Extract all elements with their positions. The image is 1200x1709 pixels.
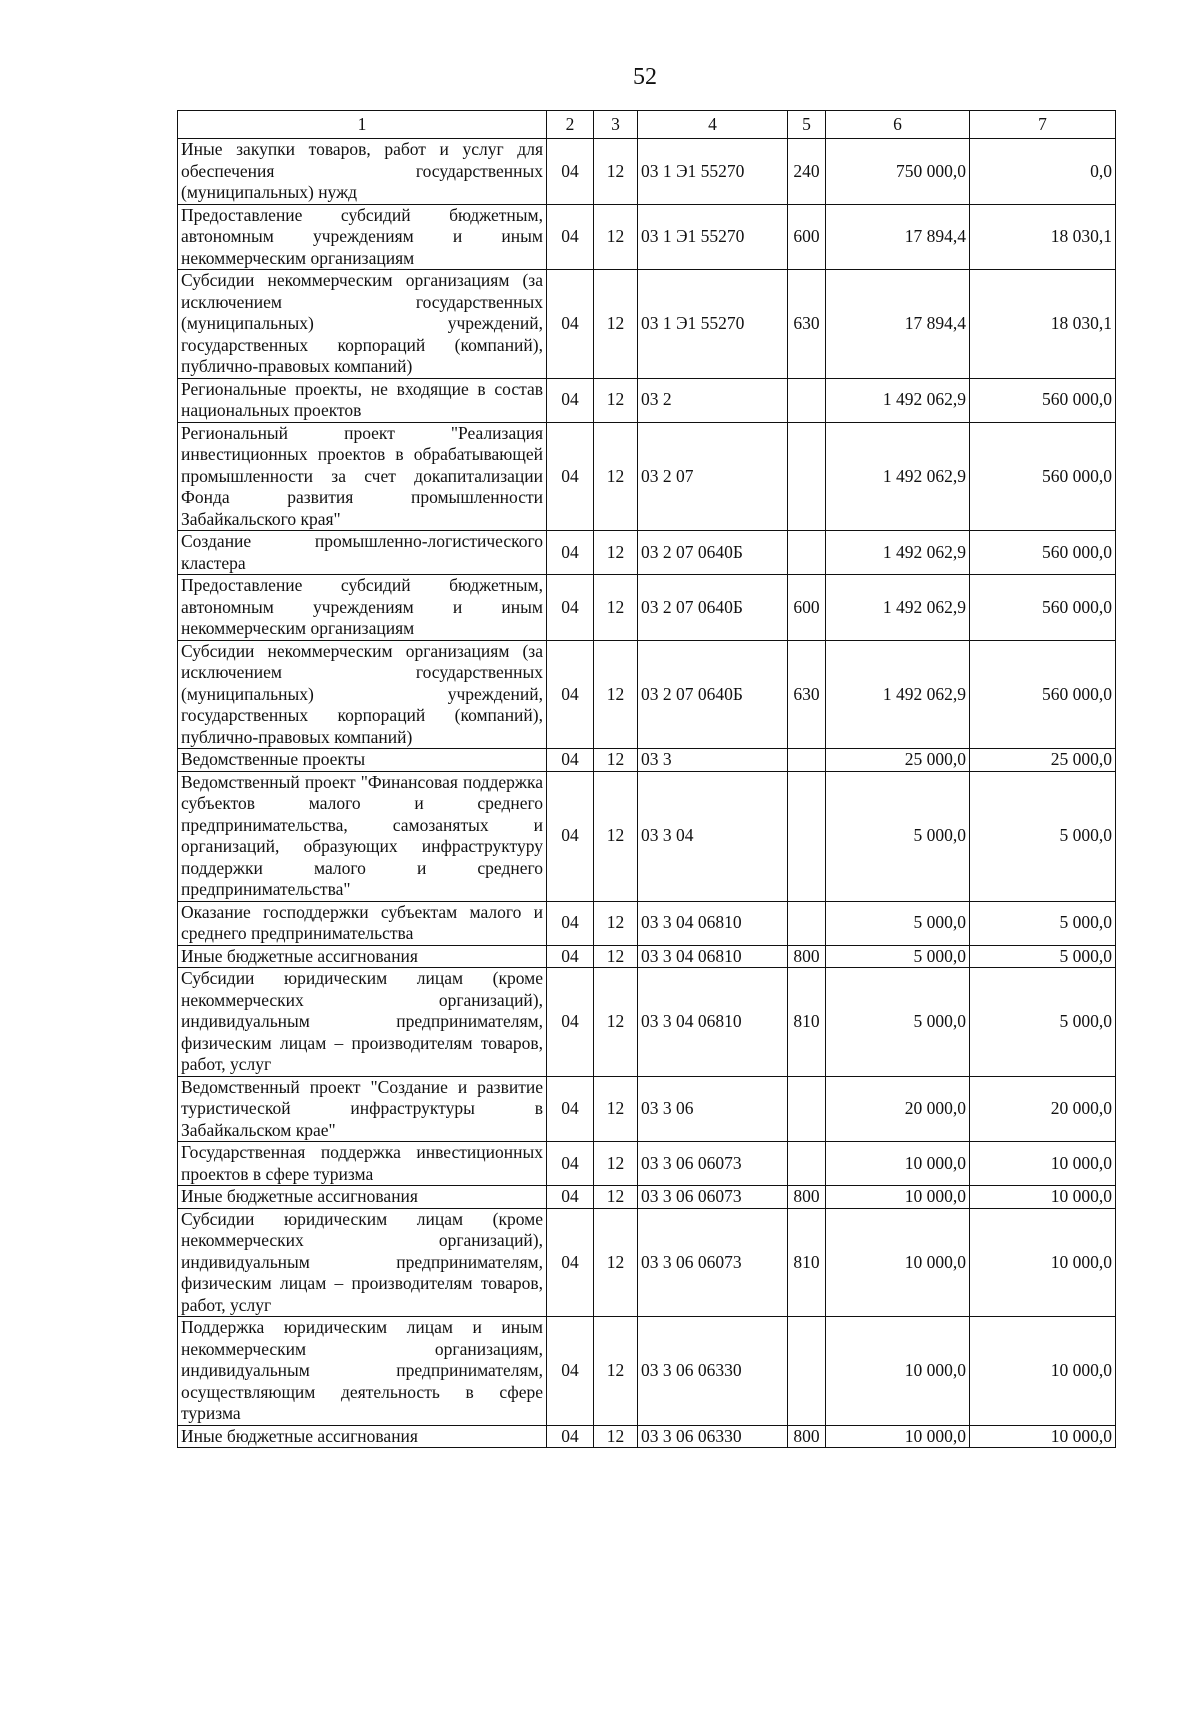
table-row <box>178 1142 1116 1186</box>
row-amount-year1: 17 894,4 <box>826 204 970 270</box>
row-name: Региональный проект "Реализация инвестиционных проектов в обрабатывающей промышленности за счет докапитализации Фонда развития промышленности Забайкальского края" <box>178 422 547 531</box>
row-expense-type: 810 <box>788 1208 826 1317</box>
row-amount-year2: 20 000,0 <box>970 1076 1116 1142</box>
row-amount-year2: 560 000,0 <box>970 531 1116 575</box>
row-subsection-code: 12 <box>594 1076 638 1142</box>
row-target-article: 03 2 07 0640Б <box>638 575 788 641</box>
row-section-code: 04 <box>547 1425 594 1448</box>
row-section-code: 04 <box>547 640 594 749</box>
row-name: Оказание господдержки субъектам малого и среднего предпринимательства <box>178 901 547 945</box>
table-row <box>178 749 1116 772</box>
row-target-article: 03 2 07 0640Б <box>638 531 788 575</box>
row-expense-type <box>788 771 826 901</box>
column-header: 1 <box>178 111 547 139</box>
table-row <box>178 771 1116 901</box>
row-amount-year1: 10 000,0 <box>826 1317 970 1426</box>
row-section-code: 04 <box>547 204 594 270</box>
row-amount-year2: 560 000,0 <box>970 422 1116 531</box>
column-header: 5 <box>788 111 826 139</box>
row-expense-type <box>788 1142 826 1186</box>
row-subsection-code: 12 <box>594 749 638 772</box>
row-name: Предоставление субсидий бюджетным, автономным учреждениям и иным некоммерческим организациям <box>178 204 547 270</box>
row-name: Иные бюджетные ассигнования <box>178 1425 547 1448</box>
row-amount-year2: 5 000,0 <box>970 945 1116 968</box>
row-section-code: 04 <box>547 968 594 1077</box>
row-name: Иные бюджетные ассигнования <box>178 1186 547 1209</box>
table-row <box>178 139 1116 205</box>
row-section-code: 04 <box>547 575 594 641</box>
row-section-code: 04 <box>547 378 594 422</box>
table-row <box>178 575 1116 641</box>
row-amount-year2: 10 000,0 <box>970 1186 1116 1209</box>
row-name: Иные закупки товаров, работ и услуг для обеспечения государственных (муниципальных) нужд <box>178 139 547 205</box>
row-section-code: 04 <box>547 531 594 575</box>
row-subsection-code: 12 <box>594 1208 638 1317</box>
row-target-article: 03 3 04 <box>638 771 788 901</box>
row-subsection-code: 12 <box>594 1142 638 1186</box>
row-amount-year1: 1 492 062,9 <box>826 640 970 749</box>
row-amount-year2: 10 000,0 <box>970 1317 1116 1426</box>
page-number: 52 <box>633 64 657 90</box>
row-expense-type <box>788 422 826 531</box>
row-expense-type <box>788 378 826 422</box>
row-amount-year2: 560 000,0 <box>970 575 1116 641</box>
row-target-article: 03 3 04 06810 <box>638 901 788 945</box>
row-section-code: 04 <box>547 1208 594 1317</box>
row-subsection-code: 12 <box>594 270 638 379</box>
row-subsection-code: 12 <box>594 1317 638 1426</box>
row-target-article: 03 3 04 06810 <box>638 945 788 968</box>
row-subsection-code: 12 <box>594 1186 638 1209</box>
row-subsection-code: 12 <box>594 139 638 205</box>
column-header: 7 <box>970 111 1116 139</box>
row-name: Субсидии некоммерческим организациям (за исключением государственных (муниципальных) учреждений, государственных корпораций (компаний), публично-правовых компаний) <box>178 270 547 379</box>
row-section-code: 04 <box>547 945 594 968</box>
row-name: Предоставление субсидий бюджетным, автономным учреждениям и иным некоммерческим организациям <box>178 575 547 641</box>
row-amount-year2: 10 000,0 <box>970 1208 1116 1317</box>
row-name: Поддержка юридическим лицам и иным некоммерческим организациям, индивидуальным предпринимателям, осуществляющим деятельность в сфере туризма <box>178 1317 547 1426</box>
row-amount-year2: 25 000,0 <box>970 749 1116 772</box>
row-expense-type: 810 <box>788 968 826 1077</box>
row-amount-year1: 10 000,0 <box>826 1186 970 1209</box>
row-name: Ведомственный проект "Финансовая поддержка субъектов малого и среднего предпринимательства, самозанятых и организаций, образующих инфраструктуру поддержки малого и среднего предпринимательства" <box>178 771 547 901</box>
row-amount-year2: 10 000,0 <box>970 1142 1116 1186</box>
table-row <box>178 1317 1116 1426</box>
row-amount-year2: 0,0 <box>970 139 1116 205</box>
row-section-code: 04 <box>547 901 594 945</box>
row-subsection-code: 12 <box>594 575 638 641</box>
row-expense-type <box>788 901 826 945</box>
row-target-article: 03 1 Э1 55270 <box>638 204 788 270</box>
row-subsection-code: 12 <box>594 531 638 575</box>
row-expense-type <box>788 1317 826 1426</box>
table-row <box>178 945 1116 968</box>
row-target-article: 03 1 Э1 55270 <box>638 270 788 379</box>
row-name: Субсидии юридическим лицам (кроме некоммерческих организаций), индивидуальным предпринимателям, физическим лицам – производителям товаров, работ, услуг <box>178 968 547 1077</box>
row-expense-type: 630 <box>788 640 826 749</box>
row-target-article: 03 1 Э1 55270 <box>638 139 788 205</box>
column-header: 3 <box>594 111 638 139</box>
column-header: 6 <box>826 111 970 139</box>
row-target-article: 03 3 06 06073 <box>638 1142 788 1186</box>
row-amount-year2: 560 000,0 <box>970 640 1116 749</box>
table-row <box>178 270 1116 379</box>
table-header-row <box>178 111 1116 139</box>
row-subsection-code: 12 <box>594 771 638 901</box>
row-section-code: 04 <box>547 771 594 901</box>
row-expense-type: 240 <box>788 139 826 205</box>
table-row <box>178 531 1116 575</box>
row-name: Иные бюджетные ассигнования <box>178 945 547 968</box>
row-subsection-code: 12 <box>594 901 638 945</box>
row-expense-type <box>788 1076 826 1142</box>
row-amount-year2: 5 000,0 <box>970 771 1116 901</box>
row-amount-year1: 25 000,0 <box>826 749 970 772</box>
row-expense-type <box>788 531 826 575</box>
table-row <box>178 1076 1116 1142</box>
row-subsection-code: 12 <box>594 378 638 422</box>
row-name: Государственная поддержка инвестиционных проектов в сфере туризма <box>178 1142 547 1186</box>
row-amount-year2: 18 030,1 <box>970 204 1116 270</box>
row-section-code: 04 <box>547 139 594 205</box>
row-subsection-code: 12 <box>594 204 638 270</box>
row-amount-year1: 17 894,4 <box>826 270 970 379</box>
budget-table <box>177 110 1116 1448</box>
row-section-code: 04 <box>547 1076 594 1142</box>
row-target-article: 03 3 04 06810 <box>638 968 788 1077</box>
row-target-article: 03 2 07 <box>638 422 788 531</box>
row-section-code: 04 <box>547 1142 594 1186</box>
row-subsection-code: 12 <box>594 968 638 1077</box>
row-subsection-code: 12 <box>594 422 638 531</box>
row-target-article: 03 3 06 06073 <box>638 1186 788 1209</box>
row-name: Создание промышленно-логистического кластера <box>178 531 547 575</box>
row-target-article: 03 3 06 06330 <box>638 1425 788 1448</box>
row-target-article: 03 3 06 06073 <box>638 1208 788 1317</box>
row-amount-year2: 5 000,0 <box>970 901 1116 945</box>
row-amount-year1: 5 000,0 <box>826 968 970 1077</box>
row-amount-year1: 750 000,0 <box>826 139 970 205</box>
row-target-article: 03 3 <box>638 749 788 772</box>
row-amount-year1: 20 000,0 <box>826 1076 970 1142</box>
column-header: 4 <box>638 111 788 139</box>
row-target-article: 03 2 07 0640Б <box>638 640 788 749</box>
row-amount-year1: 10 000,0 <box>826 1208 970 1317</box>
row-expense-type: 600 <box>788 204 826 270</box>
row-section-code: 04 <box>547 270 594 379</box>
row-amount-year1: 1 492 062,9 <box>826 422 970 531</box>
row-expense-type <box>788 749 826 772</box>
table-row <box>178 1425 1116 1448</box>
row-amount-year1: 1 492 062,9 <box>826 575 970 641</box>
row-amount-year1: 10 000,0 <box>826 1425 970 1448</box>
row-amount-year1: 1 492 062,9 <box>826 531 970 575</box>
row-expense-type: 800 <box>788 1186 826 1209</box>
table-row <box>178 378 1116 422</box>
table-row <box>178 640 1116 749</box>
row-target-article: 03 2 <box>638 378 788 422</box>
row-name: Ведомственный проект "Создание и развитие туристической инфраструктуры в Забайкальском крае" <box>178 1076 547 1142</box>
row-amount-year2: 5 000,0 <box>970 968 1116 1077</box>
row-amount-year1: 1 492 062,9 <box>826 378 970 422</box>
table-row <box>178 968 1116 1077</box>
row-expense-type: 800 <box>788 945 826 968</box>
row-amount-year1: 5 000,0 <box>826 771 970 901</box>
row-section-code: 04 <box>547 1317 594 1426</box>
row-name: Региональные проекты, не входящие в состав национальных проектов <box>178 378 547 422</box>
row-section-code: 04 <box>547 422 594 531</box>
row-name: Ведомственные проекты <box>178 749 547 772</box>
row-amount-year1: 5 000,0 <box>826 901 970 945</box>
row-subsection-code: 12 <box>594 640 638 749</box>
row-expense-type: 630 <box>788 270 826 379</box>
row-subsection-code: 12 <box>594 1425 638 1448</box>
row-amount-year2: 10 000,0 <box>970 1425 1116 1448</box>
table-row <box>178 901 1116 945</box>
row-amount-year1: 5 000,0 <box>826 945 970 968</box>
table-row <box>178 1208 1116 1317</box>
row-subsection-code: 12 <box>594 945 638 968</box>
row-target-article: 03 3 06 06330 <box>638 1317 788 1426</box>
row-name: Субсидии юридическим лицам (кроме некоммерческих организаций), индивидуальным предпринимателям, физическим лицам – производителям товаров, работ, услуг <box>178 1208 547 1317</box>
row-amount-year2: 18 030,1 <box>970 270 1116 379</box>
row-amount-year1: 10 000,0 <box>826 1142 970 1186</box>
row-name: Субсидии некоммерческим организациям (за исключением государственных (муниципальных) учреждений, государственных корпораций (компаний), публично-правовых компаний) <box>178 640 547 749</box>
row-amount-year2: 560 000,0 <box>970 378 1116 422</box>
row-section-code: 04 <box>547 749 594 772</box>
column-header: 2 <box>547 111 594 139</box>
table-row <box>178 1186 1116 1209</box>
table-row <box>178 422 1116 531</box>
row-expense-type: 800 <box>788 1425 826 1448</box>
row-expense-type: 600 <box>788 575 826 641</box>
table-row <box>178 204 1116 270</box>
row-target-article: 03 3 06 <box>638 1076 788 1142</box>
row-section-code: 04 <box>547 1186 594 1209</box>
